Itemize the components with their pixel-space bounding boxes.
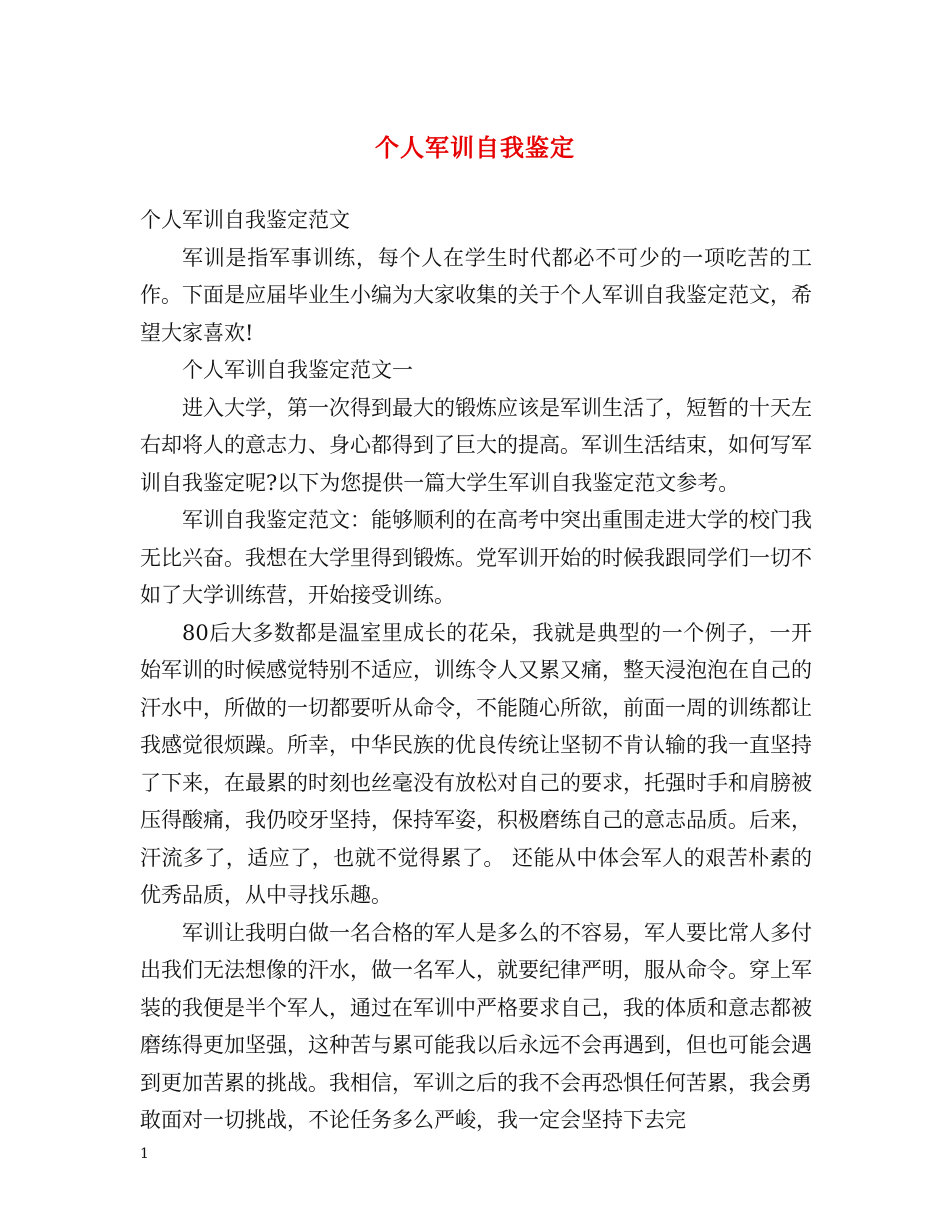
page-number: 1 [140, 1146, 149, 1162]
paragraph: 80后大多数都是温室里成长的花朵，我就是典型的一个例子，一开始军训的时候感觉特别不适应，训练令人又累又痛，整天浸泡泡在自己的汗水中，所做的一切都要听从命令，不能随心所欲，前面一周的训练都让我感觉很烦躁。所幸，中华民族的优良传统让坚韧不肯认输的我一直坚持了下来，在最累的时刻也丝毫没有放松对自己的要求，托强时手和肩膀被压得酸痛，我仍咬牙坚持，保持军姿，积极磨练自己的意志品质。后来，汗流多了，适应了，也就不觉得累了。 还能从中体会军人的艰苦朴素的优秀品质，从中寻找乐趣。 [140, 620, 812, 907]
paragraph: 进入大学，第一次得到最大的锻炼应该是军训生活了，短暂的十天左右却将人的意志力、身心都得到了巨大的提高。军训生活结束，如何写军训自我鉴定呢?以下为您提供一篇大学生军训自我鉴定范文参考。 [140, 395, 812, 495]
paragraph-intro: 军训是指军事训练，每个人在学生时代都必不可少的一项吃苦的工作。下面是应届毕业生小编为大家收集的关于个人军训自我鉴定范文，希望大家喜欢! [140, 245, 812, 345]
paragraph: 军训让我明白做一名合格的军人是多么的不容易，军人要比常人多付出我们无法想像的汗水，做一名军人，就要纪律严明，服从命令。穿上军装的我便是半个军人，通过在军训中严格要求自己，我的体质和意志都被磨练得更加坚强，这种苦与累可能我以后永远不会再遇到，但也可能会遇到更加苦累的挑战。我相信，军训之后的我不会再恐惧任何苦累，我会勇敢面对一切挑战，不论任务多么严峻，我一定会坚持下去完 [140, 920, 812, 1132]
paragraph-subheading: 个人军训自我鉴定范文一 [182, 358, 413, 382]
paragraph: 军训自我鉴定范文：能够顺利的在高考中突出重围走进大学的校门我无比兴奋。我想在大学里得到锻炼。党军训开始的时候我跟同学们一切不如了大学训练营，开始接受训练。 [140, 508, 812, 607]
document-body [140, 202, 812, 1140]
paragraph-heading: 个人军训自我鉴定范文 [140, 208, 350, 232]
document-title: 个人军训自我鉴定 [375, 133, 575, 162]
